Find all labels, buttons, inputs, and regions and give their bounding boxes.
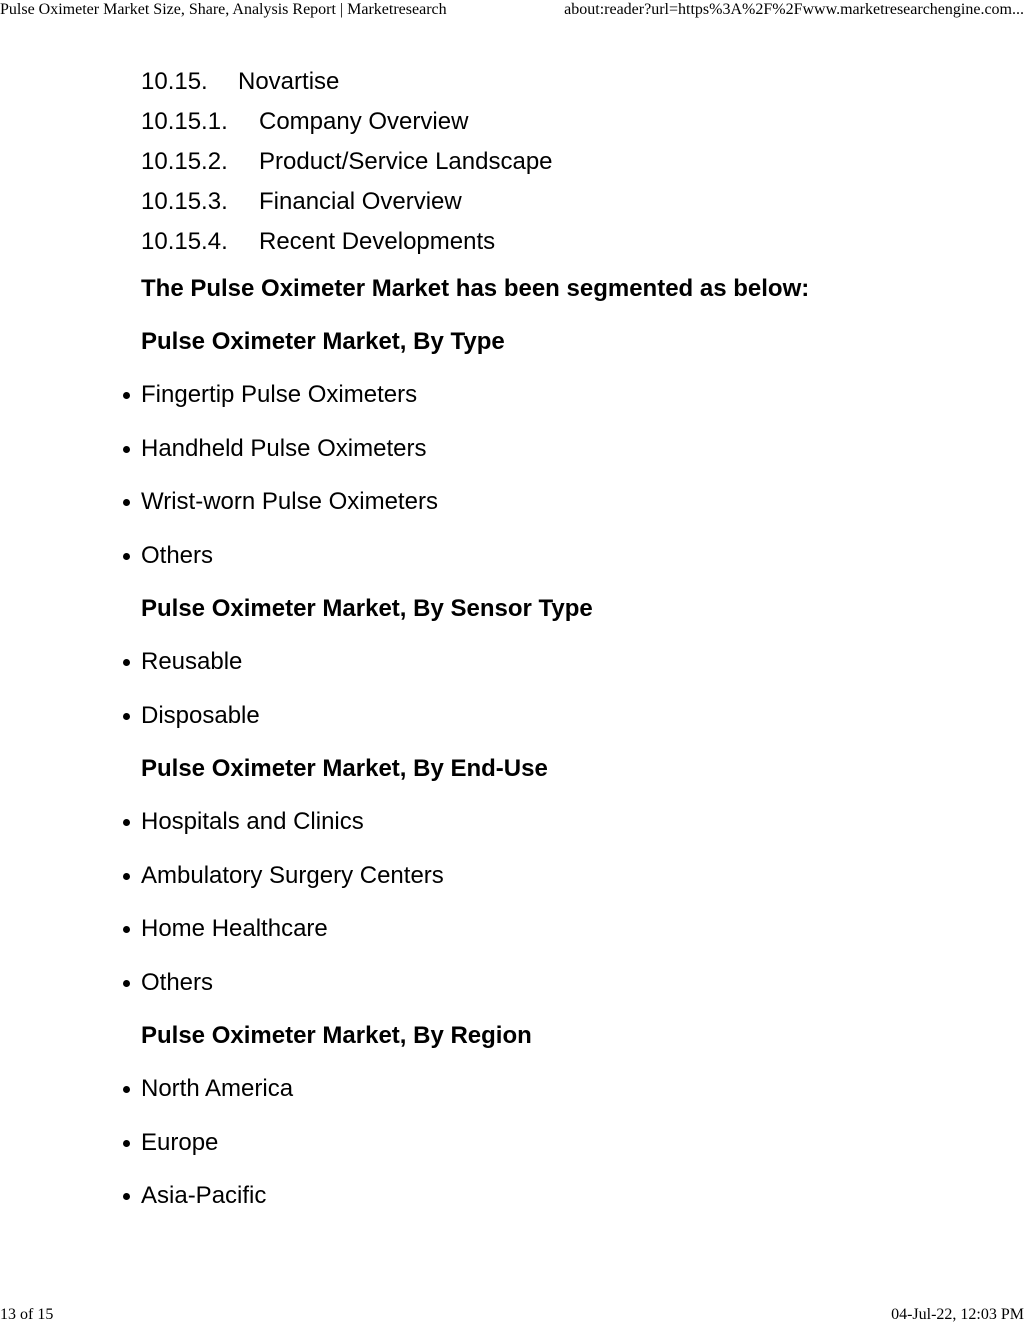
toc-item	[141, 102, 971, 142]
bullet-icon	[119, 635, 133, 689]
toc-item	[141, 62, 971, 102]
page-title: Pulse Oximeter Market Size, Share, Analysis Report | Marketresearch	[0, 1, 447, 18]
list-item-label: Asia-Pacific	[141, 1182, 267, 1209]
reader-content	[141, 62, 971, 1223]
print-header	[0, 0, 1024, 22]
segment-list-end-use	[141, 795, 971, 1009]
list-item-label: Home Healthcare	[141, 915, 328, 942]
list-item	[141, 1116, 971, 1170]
list-item-label: Disposable	[141, 701, 260, 729]
list-item	[141, 902, 971, 956]
toc-number: 10.15.2.	[141, 148, 228, 175]
toc-label: Company Overview	[259, 108, 469, 135]
bullet-icon	[119, 1169, 133, 1223]
print-datetime: 04-Jul-22, 12:03 PM	[891, 1306, 1024, 1323]
bullet-icon	[119, 422, 133, 476]
list-item	[141, 1062, 971, 1116]
segment-list-sensor-type	[141, 635, 971, 742]
list-item-label: Fingertip Pulse Oximeters	[141, 381, 418, 408]
table-of-contents	[141, 62, 971, 262]
list-item-label: Wrist-worn Pulse Oximeters	[141, 488, 438, 515]
toc-number: 10.15.	[141, 68, 208, 95]
toc-label: Financial Overview	[259, 188, 462, 215]
bullet-icon	[119, 529, 133, 583]
list-item-label: Others	[141, 968, 214, 996]
list-item-label: Ambulatory Surgery Centers	[141, 861, 444, 889]
toc-label: Product/Service Landscape	[259, 148, 553, 175]
list-item	[141, 368, 971, 422]
list-item	[141, 1169, 971, 1223]
bullet-icon	[119, 368, 133, 422]
toc-label: Novartise	[238, 68, 340, 95]
list-item-label: Handheld Pulse Oximeters	[141, 434, 427, 462]
segment-list-type	[141, 368, 971, 582]
list-item	[141, 849, 971, 903]
print-footer	[0, 1305, 1024, 1325]
bullet-icon	[119, 956, 133, 1010]
list-item-label: Others	[141, 541, 214, 569]
bullet-icon	[119, 689, 133, 743]
segment-heading-region: Pulse Oximeter Market, By Region	[141, 1022, 532, 1049]
list-item	[141, 956, 971, 1010]
list-item-label: Hospitals and Clinics	[141, 808, 364, 835]
toc-item	[141, 142, 971, 182]
bullet-icon	[119, 1062, 133, 1116]
bullet-icon	[119, 902, 133, 956]
segment-list-region	[141, 1062, 971, 1223]
toc-number: 10.15.4.	[141, 228, 228, 255]
bullet-icon	[119, 1116, 133, 1170]
list-item	[141, 635, 971, 689]
list-item	[141, 422, 971, 476]
list-item	[141, 475, 971, 529]
toc-number: 10.15.3.	[141, 188, 228, 215]
bullet-icon	[119, 795, 133, 849]
page-url: about:reader?url=https%3A%2F%2Fwww.marketresearchengine.com...	[564, 1, 1024, 18]
toc-item	[141, 182, 971, 222]
toc-item	[141, 222, 971, 262]
toc-number: 10.15.1.	[141, 108, 228, 135]
page-number: 13 of 15	[0, 1306, 54, 1323]
bullet-icon	[119, 475, 133, 529]
list-item-label: Europe	[141, 1128, 219, 1156]
segment-heading-end-use: Pulse Oximeter Market, By End-Use	[141, 755, 548, 782]
segment-heading-sensor-type: Pulse Oximeter Market, By Sensor Type	[141, 595, 593, 622]
segment-heading-type: Pulse Oximeter Market, By Type	[141, 328, 505, 355]
segmentation-intro-heading: The Pulse Oximeter Market has been segmented as below:	[141, 275, 810, 302]
list-item	[141, 795, 971, 849]
bullet-icon	[119, 849, 133, 903]
list-item	[141, 529, 971, 583]
list-item	[141, 689, 971, 743]
list-item-label: Reusable	[141, 648, 243, 675]
toc-label: Recent Developments	[259, 228, 496, 255]
list-item-label: North America	[141, 1075, 294, 1102]
